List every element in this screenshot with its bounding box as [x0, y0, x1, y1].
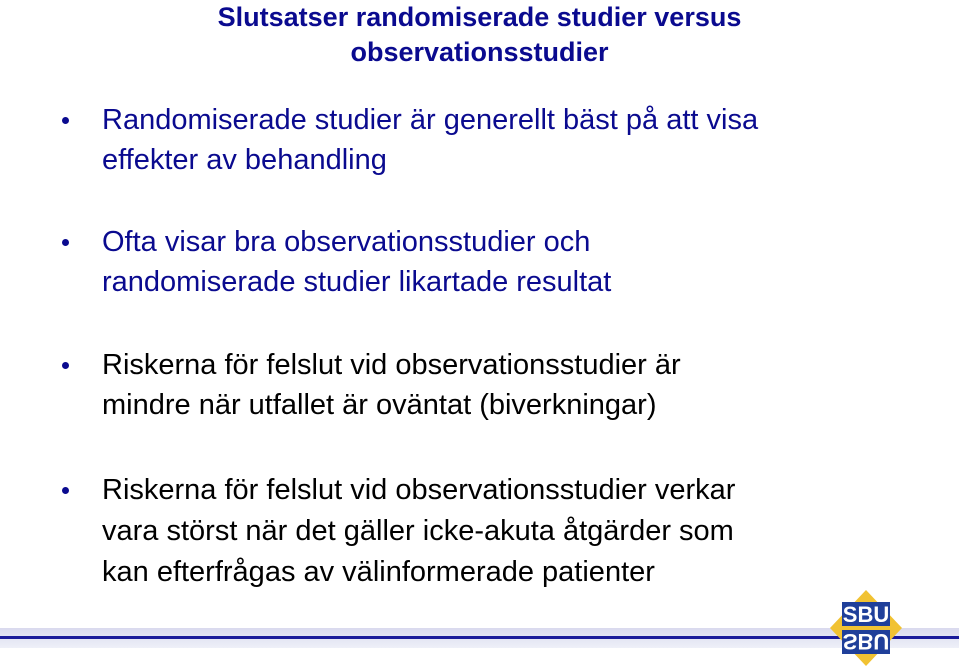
bullet-dot-icon — [62, 239, 69, 246]
sbu-logo-icon — [828, 588, 904, 668]
bullet-line: Riskerna för felslut vid observationsstudier är — [102, 349, 681, 381]
bullet-dot-icon — [62, 117, 69, 124]
bullet-text-4 — [102, 470, 735, 593]
footer-line — [0, 636, 959, 639]
bullet-dot-icon — [62, 487, 69, 494]
bullet-dot-icon — [62, 362, 69, 369]
bullet-text-3 — [102, 345, 681, 425]
bullet-line: Riskerna för felslut vid observationsstudier verkar — [102, 474, 736, 506]
logo-text-top: SBU — [842, 602, 890, 627]
bullet-line: randomiserade studier likartade resultat — [102, 266, 612, 298]
bullet-line: mindre när utfallet är oväntat (biverkningar) — [102, 389, 657, 421]
bullet-text-1 — [102, 100, 758, 180]
slide-title-line-2: observationsstudier — [350, 37, 609, 67]
bullet-text-2 — [102, 222, 611, 302]
bullet-line: vara störst när det gäller icke-akuta åtgärder som — [102, 515, 734, 547]
logo-text-bottom: SBU — [842, 629, 890, 654]
bullet-line: effekter av behandling — [102, 144, 387, 176]
bullet-line: kan efterfrågas av välinformerade patienter — [102, 556, 655, 588]
bullet-line: Ofta visar bra observationsstudier och — [102, 226, 591, 258]
slide-title-line-1: Slutsatser randomiserade studier versus — [217, 2, 742, 32]
bullet-line: Randomiserade studier är generellt bäst på att visa — [102, 104, 759, 136]
